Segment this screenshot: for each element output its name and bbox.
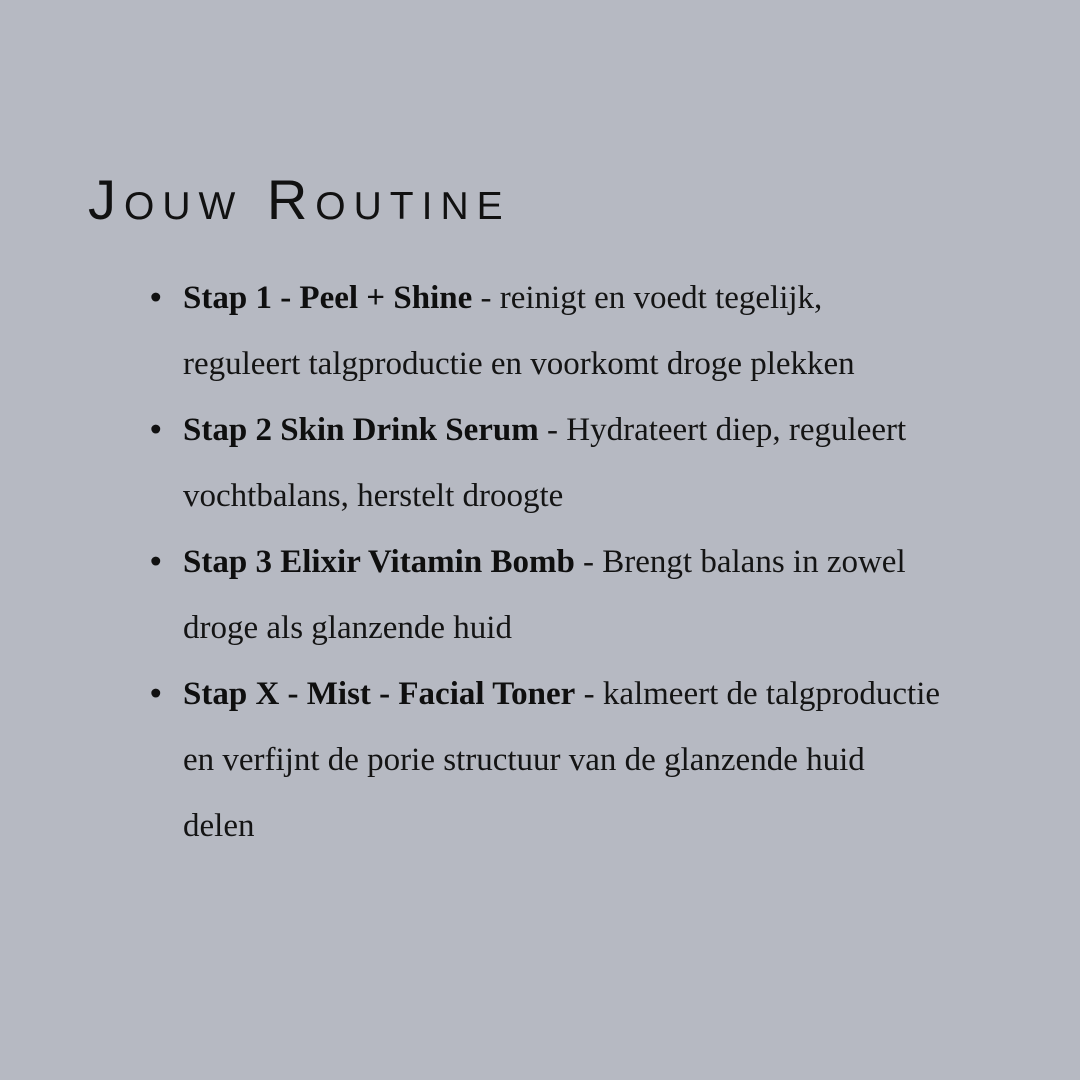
bullet-icon: • <box>150 676 162 712</box>
routine-step-title: Stap 3 Elixir Vitamin Bomb <box>183 544 575 580</box>
routine-step-title: Stap 2 Skin Drink Serum <box>183 412 539 448</box>
routine-step-1 <box>150 265 940 397</box>
bullet-icon: • <box>150 544 162 580</box>
routine-step-description: - reinigt en voedt tegelijk, reguleert talgproductie en voorkomt droge plekken <box>183 280 855 382</box>
routine-step-description: - kalmeert de talgproductie en verfijnt de porie structuur van de glanzende huid delen <box>183 676 941 844</box>
routine-step-list <box>150 265 940 859</box>
bullet-icon: • <box>150 412 162 448</box>
routine-step-description: - Brengt balans in zowel droge als glanzende huid <box>183 544 906 646</box>
routine-step-title: Stap 1 - Peel + Shine <box>183 280 473 316</box>
routine-step-title: Stap X - Mist - Facial Toner <box>183 676 576 712</box>
bullet-icon: • <box>150 280 162 316</box>
routine-step-4 <box>150 661 940 859</box>
routine-step-description: - Hydrateert diep, reguleert vochtbalans, herstelt droogte <box>183 412 907 514</box>
page-title: Jouw Routine <box>88 168 511 231</box>
routine-step-2 <box>150 397 940 529</box>
routine-step-3 <box>150 529 940 661</box>
